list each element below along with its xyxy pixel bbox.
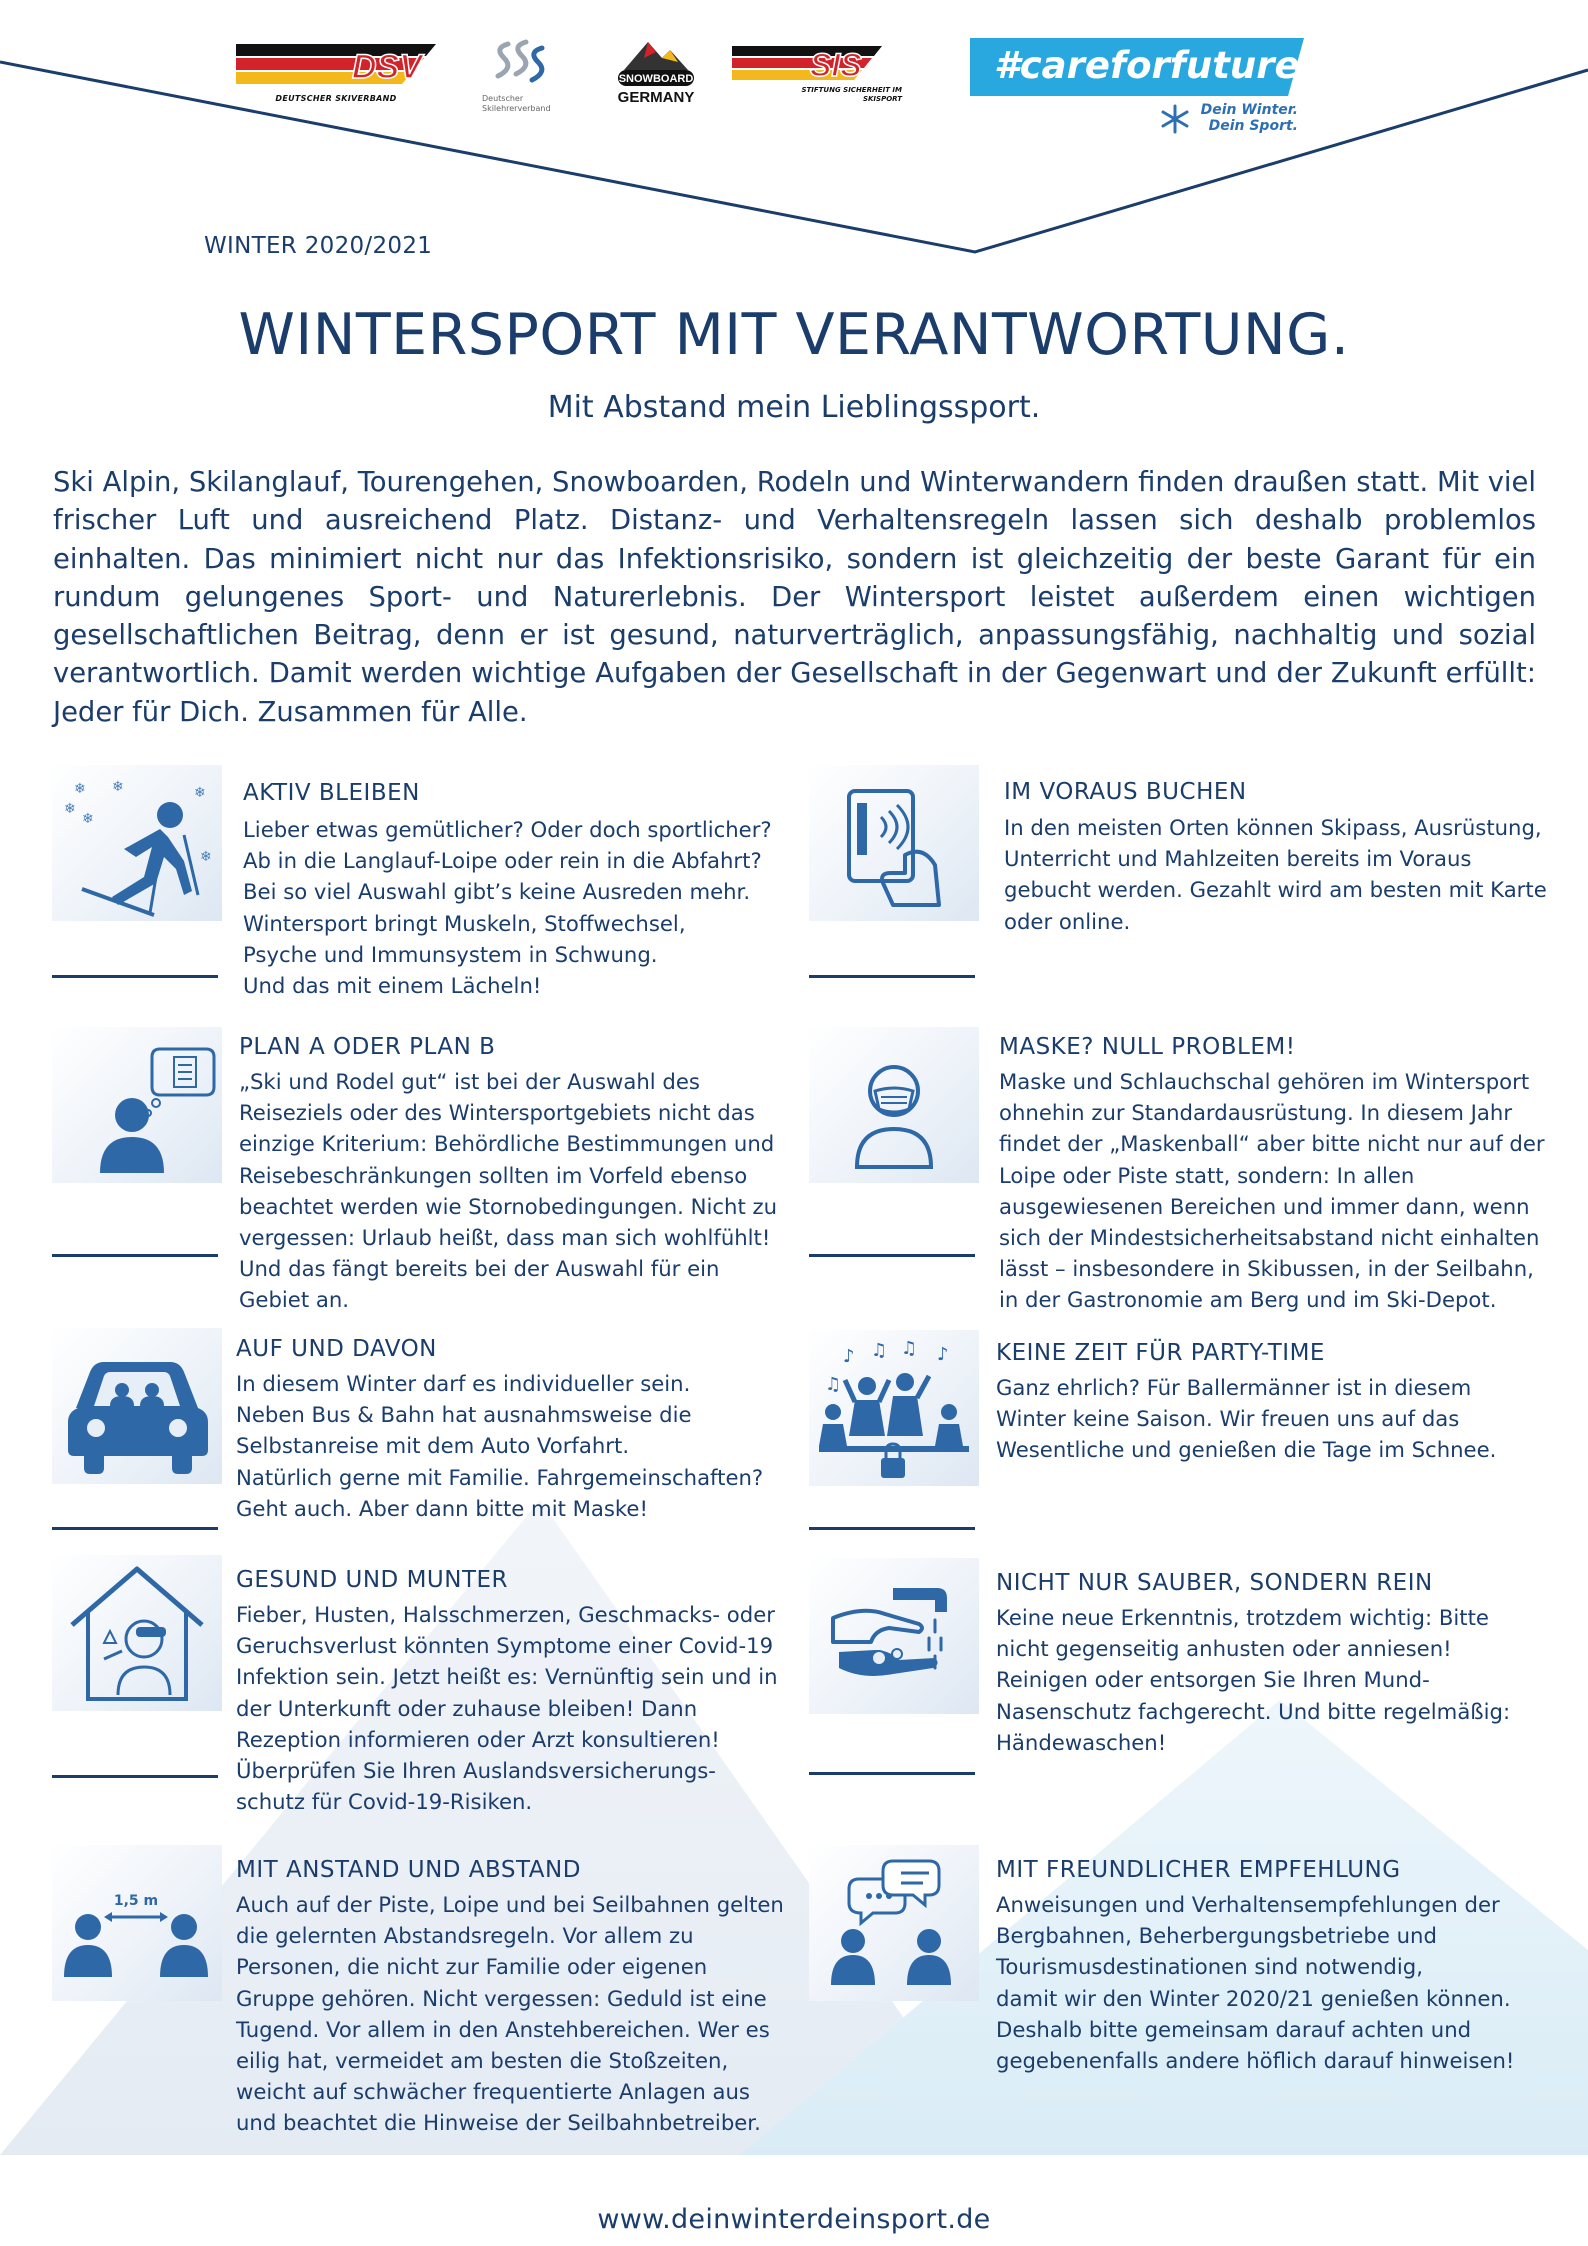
svg-text:DSV: DSV bbox=[352, 48, 422, 86]
item-body-aktiv-bleiben: Lieber etwas gemütlicher? Oder doch sportlicher? Ab in die Langlauf-Loipe oder rein in die Abfahrt? Bei so viel Auswahl gibt’s keine Ausreden mehr. Wintersport bringt Muskeln, Stoffwechsel, Psyche und Immunsystem in Schwung. Und das mit einem Lächeln! bbox=[243, 817, 772, 999]
separator-line bbox=[52, 975, 218, 978]
handwashing-icon bbox=[809, 1558, 979, 1714]
masked-person-icon bbox=[809, 1027, 979, 1183]
dein-winter-claim: Dein Winter. Dein Sport. bbox=[1160, 100, 1300, 136]
car-icon bbox=[52, 1328, 222, 1484]
svg-text:SIS: SIS bbox=[810, 47, 862, 83]
page-title: WINTERSPORT MIT VERANTWORTUNG. bbox=[238, 302, 1350, 368]
item-title-nicht-nur-sauber-sondern-rein: NICHT NUR SAUBER, SONDERN REIN bbox=[996, 1570, 1433, 1596]
item-body-mit-anstand-und-abstand: Auch auf der Piste, Loipe und bei Seilbahnen gelten die gelernten Abstandsregeln. Vor allem zu Personen, die nicht zur Familie oder eigenen Gruppe gehören. Nicht vergessen: Geduld ist eine Tugend. Vor allem in den Anstehbereichen. Wer es eilig hat, vermeidet am besten die Stoßzeiten, weicht auf schwächer frequentierte Anlagen aus und beachtet die Hinweise der Seilbahnbetreiber. bbox=[236, 1892, 784, 2136]
item-body-gesund-und-munter: Fieber, Husten, Halsschmerzen, Geschmacks- oder Geruchsverlust könnten Symptome einer Covid-19 Infektion sein. Jetzt heißt es: Vernünftig sein und in der Unterkunft oder zuhause bleiben! Dann Rezeption informieren oder Arzt konsultieren! Überprüfen Sie Ihren Auslandsversicherungs- schutz für Covid-19-Risiken. bbox=[236, 1602, 778, 1815]
separator-line bbox=[52, 1254, 218, 1257]
campaign-hashtag: #careforfuture bbox=[994, 44, 1300, 87]
item-body-keine-zeit-fuer-party-time: Ganz ehrlich? Für Ballermänner ist in diesem Winter keine Saison. Wir freuen uns auf das Wesentliche und genießen die Tage im Schnee. bbox=[996, 1375, 1497, 1463]
dslv-logo: Deutscher Skilehrerverband bbox=[478, 36, 578, 122]
item-title-mit-anstand-und-abstand: MIT ANSTAND UND ABSTAND bbox=[236, 1857, 581, 1883]
item-title-auf-und-davon: AUF UND DAVON bbox=[236, 1336, 437, 1362]
season-label: WINTER 2020/2021 bbox=[204, 233, 433, 259]
separator-line bbox=[809, 975, 975, 978]
item-title-mit-freundlicher-empfehlung: MIT FREUNDLICHER EMPFEHLUNG bbox=[996, 1857, 1401, 1883]
svg-text:♫: ♫ bbox=[901, 1338, 918, 1359]
speech-bubbles-icon bbox=[809, 1845, 979, 2001]
intro-paragraph: Ski Alpin, Skilanglauf, Tourengehen, Snowboarden, Rodeln und Winterwandern finden draußen statt. Mit viel frischer Luft und ausreichend Platz. Distanz- und Verhaltensregeln lassen sich deshalb problemlos einhalten. Das minimiert nicht nur das Infektionsrisiko, sondern ist gleichzeitig der beste Garant für ein rundum gelungenes Sport- und Naturerlebnis. Der Wintersport leistet außerdem einen wichtigen gesellschaftlichen Beitrag, denn er ist gesund, naturverträglich, anpassungsfähig, nachhaltig und sozial verantwortlich. Damit werden wichtige Aufgaben der Gesellschaft in der Gegenwart und der Zukunft erfüllt: Jeder für Dich. Zusammen für Alle. bbox=[53, 467, 1536, 728]
svg-text:❄: ❄ bbox=[64, 801, 76, 817]
svg-text:♪: ♪ bbox=[937, 1344, 949, 1365]
dsv-logo: DSV DEUTSCHER SKIVERBAND bbox=[236, 40, 436, 92]
svg-text:SNOWBOARD: SNOWBOARD bbox=[618, 73, 694, 85]
svg-text:❄: ❄ bbox=[200, 849, 212, 865]
separator-line bbox=[52, 1775, 218, 1778]
separator-line bbox=[809, 1254, 975, 1257]
item-title-keine-zeit-fuer-party-time: KEINE ZEIT FÜR PARTY-TIME bbox=[996, 1340, 1325, 1366]
separator-line bbox=[809, 1527, 975, 1530]
svg-text:❄: ❄ bbox=[112, 779, 124, 795]
item-title-aktiv-bleiben: AKTIV BLEIBEN bbox=[243, 780, 420, 806]
separator-line bbox=[809, 1772, 975, 1775]
snowboard-germany-logo bbox=[604, 36, 704, 116]
svg-text:♫: ♫ bbox=[871, 1340, 888, 1361]
item-body-maske-null-problem: Maske und Schlauchschal gehören im Wintersport ohnehin zur Standardausrüstung. In diesem Jahr findet der „Maskenball“ aber bitte nicht nur auf der Loipe oder Piste statt, sondern: In allen ausgewiesenen Bereichen und immer dann, wenn sich der Mindestsicherheitsabstand nicht einhalten lässt – insbesondere in Skibussen, in der Seilbahn, in der Gastronomie am Berg und im Ski-Depot. bbox=[999, 1069, 1545, 1313]
party-lock-icon bbox=[809, 1330, 979, 1486]
item-body-nicht-nur-sauber-sondern-rein: Keine neue Erkenntnis, trotzdem wichtig: Bitte nicht gegenseitig anhusten oder anniesen! Reinigen oder entsorgen Sie Ihren Mund- Nasenschutz fachgerecht. Und bitte regelmäßig: Händewaschen! bbox=[996, 1605, 1511, 1755]
svg-text:♪: ♪ bbox=[843, 1346, 855, 1367]
skier-icon bbox=[52, 765, 222, 921]
page-subtitle: Mit Abstand mein Lieblingssport. bbox=[547, 390, 1041, 425]
svg-text:❄: ❄ bbox=[74, 781, 86, 797]
careforfuture-banner bbox=[970, 38, 1304, 96]
separator-line bbox=[52, 1527, 218, 1530]
item-title-plan-a-oder-plan-b: PLAN A ODER PLAN B bbox=[239, 1034, 496, 1060]
svg-text:❄: ❄ bbox=[194, 785, 206, 801]
snowflake-icon bbox=[1160, 104, 1190, 134]
sis-logo: SIS STIFTUNG SICHERHEIT IM SKISPORT bbox=[732, 40, 892, 110]
item-title-maske-null-problem: MASKE? NULL PROBLEM! bbox=[999, 1034, 1296, 1060]
svg-text:❄: ❄ bbox=[82, 811, 94, 827]
item-title-im-voraus-buchen: IM VORAUS BUCHEN bbox=[1004, 779, 1247, 805]
card-payment-icon bbox=[809, 765, 979, 921]
svg-text:1,5 m: 1,5 m bbox=[113, 1893, 159, 1909]
item-body-plan-a-oder-plan-b: „Ski und Rodel gut“ ist bei der Auswahl des Reiseziels oder des Wintersportgebiets nicht das einzige Kriterium: Behördliche Bestimmungen und Reisebeschränkungen sollten im Vorfeld ebenso beachtet werden wie Stornobedingungen. Nicht zu vergessen: Urlaub heißt, dass man sich wohlfühlt! Und das fängt bereits bei der Auswahl für ein Gebiet an. bbox=[239, 1069, 778, 1313]
sick-at-home-icon bbox=[52, 1555, 222, 1711]
distance-icon bbox=[52, 1845, 222, 2001]
item-body-im-voraus-buchen: In den meisten Orten können Skipass, Ausrüstung, Unterricht und Mahlzeiten bereits im Voraus gebucht werden. Gezahlt wird am besten mit Karte oder online. bbox=[1004, 815, 1547, 934]
item-title-gesund-und-munter: GESUND UND MUNTER bbox=[236, 1567, 509, 1593]
footer-website-link[interactable]: www.deinwinterdeinsport.de bbox=[597, 2204, 991, 2235]
svg-text:GERMANY: GERMANY bbox=[617, 89, 695, 106]
thinking-person-icon bbox=[52, 1027, 222, 1183]
item-body-auf-und-davon: In diesem Winter darf es individueller sein. Neben Bus & Bahn hat ausnahmsweise die Selbstanreise mit dem Auto Vorfahrt. Natürlich gerne mit Familie. Fahrgemeinschaften? Geht auch. Aber dann bitte mit Maske! bbox=[236, 1371, 764, 1521]
item-body-mit-freundlicher-empfehlung: Anweisungen und Verhaltensempfehlungen der Bergbahnen, Beherbergungsbetriebe und Tourismusdestinationen sind notwendig, damit wir den Winter 2020/21 genießen können. Deshalb bitte gemeinsam darauf achten und gegebenenfalls andere höflich darauf hinweisen! bbox=[996, 1892, 1515, 2074]
svg-text:♫: ♫ bbox=[825, 1374, 842, 1395]
